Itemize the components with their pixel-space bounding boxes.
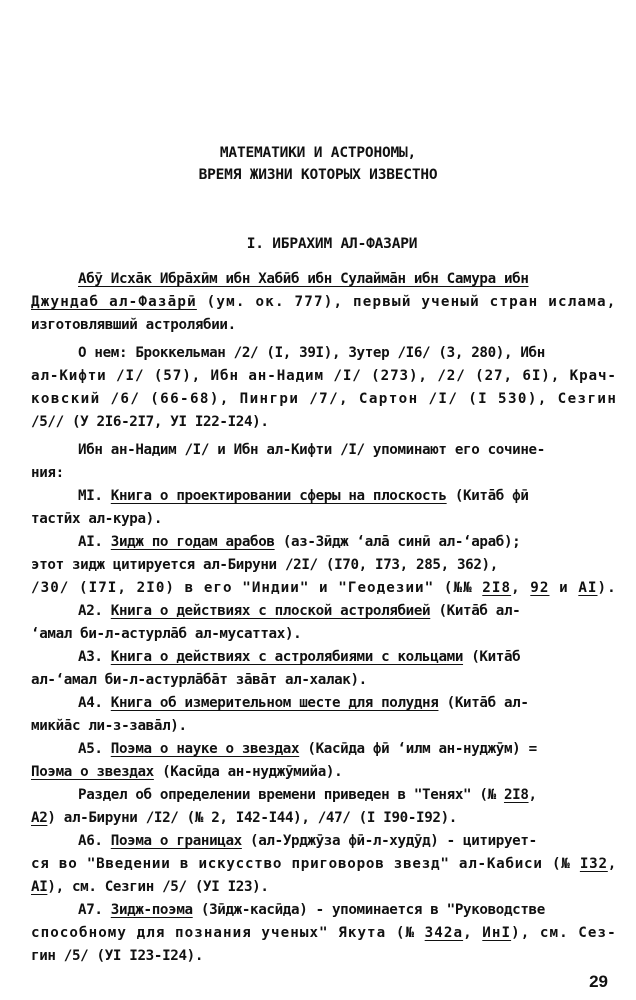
text-line — [78, 830, 537, 852]
text-line — [31, 807, 457, 829]
text-run: А7. — [78, 902, 111, 918]
underlined-title: 342а — [424, 925, 464, 941]
text-run: Раздел об определении времени приведен в "Тенях" (№ — [78, 787, 504, 803]
text-run: , — [463, 925, 483, 941]
text-run: А5. — [78, 741, 111, 757]
text-run: (ум. ок. 777), первый ученый стран ислама, — [196, 294, 617, 310]
text-run: (аз-Зӣдж ʻалā синӣ ал-ʻараб); — [274, 534, 521, 550]
underlined-title: АI — [578, 580, 598, 596]
text-run: способному для познания ученых" Якута (№ — [31, 925, 425, 941]
underlined-title: Зидж-поэма — [110, 902, 193, 918]
text-line — [31, 623, 301, 645]
text-line — [78, 692, 529, 714]
text-line — [31, 411, 269, 433]
text-run: (Китāб фӣ — [446, 488, 529, 504]
underlined-title: Абӯ Исхāк Ибрāхӣм ибн Хабӣб ибн Сулаймāн ибн Самура ибн — [78, 271, 529, 287]
text-line — [78, 342, 545, 364]
text-run: , — [511, 580, 531, 596]
text-line — [31, 945, 203, 967]
underlined-title: АI — [31, 879, 48, 895]
underlined-title: I32 — [579, 856, 608, 872]
text-run: (Китāб — [463, 649, 521, 665]
text-run: О нем: Броккельман /2/ (I, 39I), Зутер /I6/ (3, 280), Ибн — [78, 345, 545, 361]
text-run: изготовлявший астролябии. — [31, 317, 236, 333]
text-line — [31, 876, 269, 898]
underlined-title: Поэма о границах — [110, 833, 242, 849]
text-run: ) ал-Бируни /I2/ (№ 2, I42-I44), /47/ (I I90-I92). — [47, 810, 457, 826]
text-run: АI. — [78, 534, 111, 550]
text-run: А2. — [78, 603, 111, 619]
text-line — [31, 388, 617, 410]
text-run: микйāс ли-з-завāл). — [31, 718, 187, 734]
underlined-title: ИнI — [482, 925, 512, 941]
text-run: ния: — [31, 465, 64, 481]
text-line — [78, 784, 537, 806]
text-run: ), см. Сез- — [511, 925, 617, 941]
text-run: , — [607, 856, 618, 872]
underlined-title: Книга о проектировании сферы на плоскость — [110, 488, 447, 504]
underlined-title: Зидж по годам арабов — [110, 534, 275, 550]
underlined-title: А2 — [31, 810, 48, 826]
text-run: гин /5/ (УI I23-I24). — [31, 948, 204, 964]
page-number: 29 — [589, 972, 608, 991]
text-line — [31, 922, 617, 944]
text-run: /30/ (I7I, 2I0) в его "Индии" и "Геодезии" (№№ — [31, 580, 483, 596]
text-line — [31, 291, 617, 313]
text-line — [31, 554, 498, 576]
text-line — [78, 646, 520, 668]
text-line — [31, 577, 617, 599]
text-run: тастӣх ал-кура). — [31, 511, 163, 527]
text-run: (Китāб ал- — [438, 695, 529, 711]
underlined-title: Книга о действиях с плоской астролябией — [110, 603, 431, 619]
underlined-title: Джундаб ал-Фазāрӣ — [31, 294, 197, 310]
underlined-title: 92 — [530, 580, 550, 596]
text-run: /5// (У 2I6-2I7, УI I22-I24). — [31, 414, 269, 430]
text-run: ковский /6/ (66-68), Пингри /7/, Сартон /I/ (I 530), Сезгин — [31, 391, 618, 407]
text-run: этот зидж цитируется ал-Бируни /2I/ (I70, I73, 285, 362), — [31, 557, 498, 573]
text-line — [78, 485, 529, 507]
text-line — [31, 761, 342, 783]
underlined-title: Книга об измерительном шесте для полудня — [110, 695, 439, 711]
text-run: А4. — [78, 695, 111, 711]
underlined-title: Поэма о звездах — [31, 764, 154, 780]
underlined-title: 2I8 — [482, 580, 512, 596]
text-run: МI. — [78, 488, 111, 504]
text-line — [31, 715, 187, 737]
text-run: ал-Кифти /I/ (57), Ибн ан-Надим /I/ (273), /2/ (27, 6I), Крач- — [31, 368, 617, 384]
text-line — [31, 314, 236, 336]
text-line — [78, 268, 529, 290]
text-line — [78, 531, 520, 553]
underlined-title: Книга о действиях с астролябиями с кольцами — [110, 649, 464, 665]
chapter-title-line-2: ВРЕМЯ ЖИЗНИ КОТОРЫХ ИЗВЕСТНО — [198, 167, 438, 183]
text-run: А3. — [78, 649, 111, 665]
text-run: ал-ʻамал би-л-астурлāбāт зāвāт ал-халак). — [31, 672, 367, 688]
underlined-title: 2I8 — [503, 787, 529, 803]
text-line — [78, 738, 537, 760]
text-line — [78, 439, 545, 461]
text-run: ). — [597, 580, 617, 596]
text-run: ), см. Сезгин /5/ (УI I23). — [47, 879, 269, 895]
section-title: I. ИБРАХИМ АЛ-ФАЗАРИ — [246, 236, 418, 252]
text-run: и — [549, 580, 579, 596]
underlined-title: Поэма о науке о звездах — [110, 741, 300, 757]
text-line — [78, 899, 545, 921]
text-line — [78, 600, 520, 622]
text-run: (Зӣдж-касӣда) - упоминается в "Руководстве — [192, 902, 545, 918]
text-run: (ал-Урджӯза фӣ-л-худӯд) - цитирует- — [241, 833, 537, 849]
text-run: (Касӣда ан-нуджӯмийа). — [153, 764, 343, 780]
text-run: (Китāб ал- — [430, 603, 521, 619]
text-line — [31, 508, 162, 530]
text-line — [31, 853, 617, 875]
text-run: (Касӣда фӣ ʻилм ан-нуджӯм) = — [299, 741, 537, 757]
text-line — [31, 365, 617, 387]
text-line — [31, 462, 64, 484]
text-run: А6. — [78, 833, 111, 849]
text-run: ся во "Введении в искусство приговоров звезд" ал-Кабиси (№ — [31, 856, 580, 872]
text-run: , — [528, 787, 537, 803]
text-run: Ибн ан-Надим /I/ и Ибн ал-Кифти /I/ упоминают его сочине- — [78, 442, 545, 458]
text-line — [31, 669, 367, 691]
chapter-title-line-1: МАТЕМАТИКИ И АСТРОНОМЫ, — [219, 145, 417, 161]
text-run: ʻамал би-л-астурлāб ал-мусаттах). — [31, 626, 302, 642]
